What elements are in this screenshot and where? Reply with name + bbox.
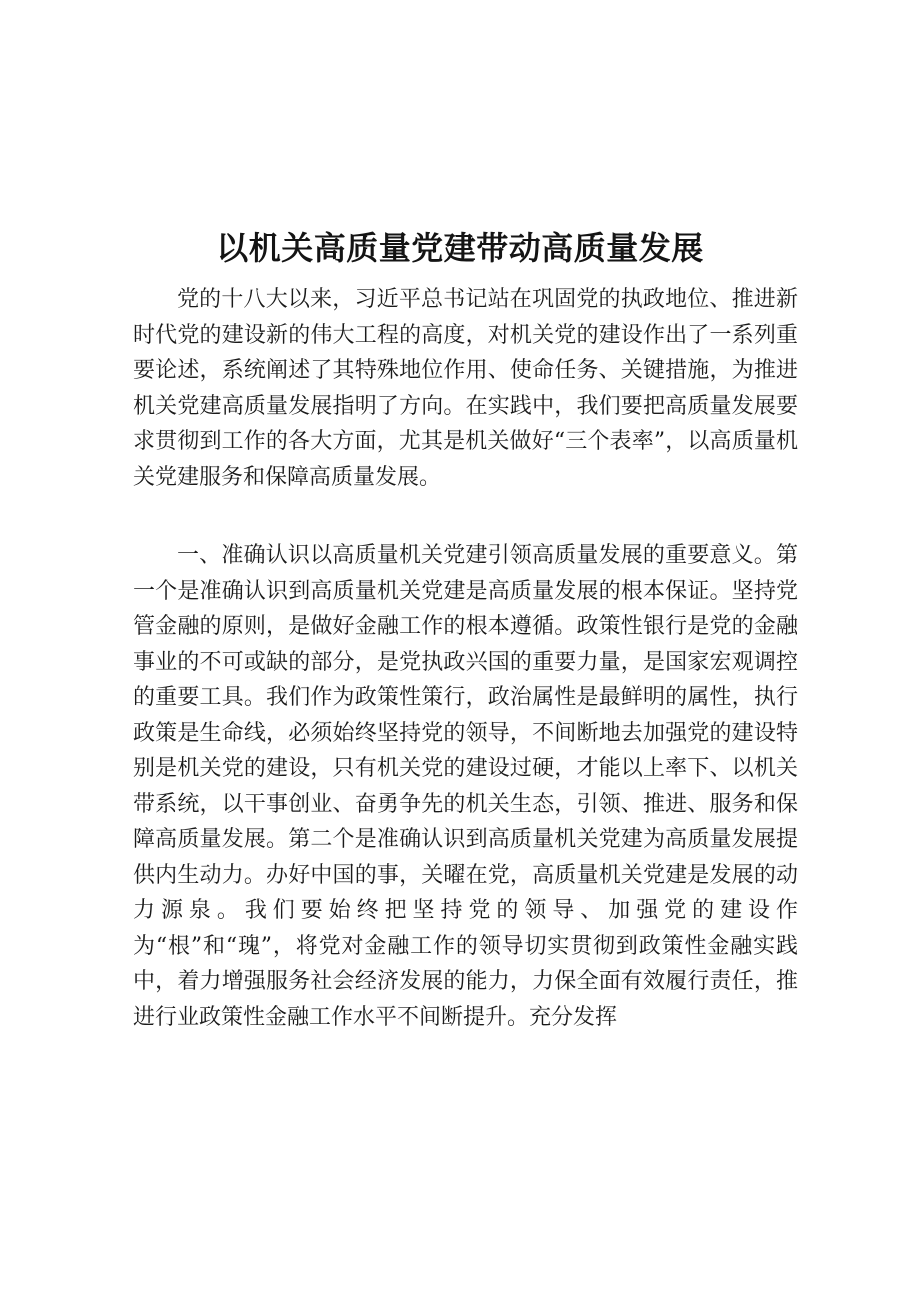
document-title: 以机关高质量党建带动高质量发展	[216, 229, 704, 267]
paragraph-intro: 党的十八大以来，习近平总书记站在巩固党的执政地位、推进新时代党的建设新的伟大工程的高度，对机关党的建设作出了一系列重要论述，系统阐述了其特殊地位作用、使命任务、关键措施，为推进机关党建高质量发展指明了方向。在实践中，我们要把高质量发展要求贯彻到工作的各大方面，尤其是机关做好“三个表率”，以高质量机关党建服务和保障高质量发展。	[133, 287, 798, 490]
paragraph-section-one: 一、准确认识以高质量机关党建引领高质量发展的重要意义。第一个是准确认识到高质量机关党建是高质量发展的根本保证。坚持党管金融的原则，是做好金融工作的根本遵循。政策性银行是党的金融事业的不可或缺的部分，是党执政兴国的重要力量，是国家宏观调控的重要工具。我们作为政策性策行，政治属性是最鲜明的属性，执行政策是生命线，必须始终坚持党的领导，不间断地去加强党的建设特别是机关党的建设，只有机关党的建设过硬，才能以上率下、以机关带系统，以干事创业、奋勇争先的机关生态，引领、推进、服务和保障高质量发展。第二个是准确认识到高质量机关党建为高质量发展提供内生动力。办好中国的事，关曜在党，高质量机关党建是发展的动力源泉。我们要始终把坚持党的领导、加强党的建设作为“根”和“瑰”，将党对金融工作的领导切实贯彻到政策性金融实践中，着力增强服务社会经济发展的能力，力保全面有效履行责任，推进行业政策性金融工作水平不间断提升。充分发挥	[133, 543, 798, 1030]
